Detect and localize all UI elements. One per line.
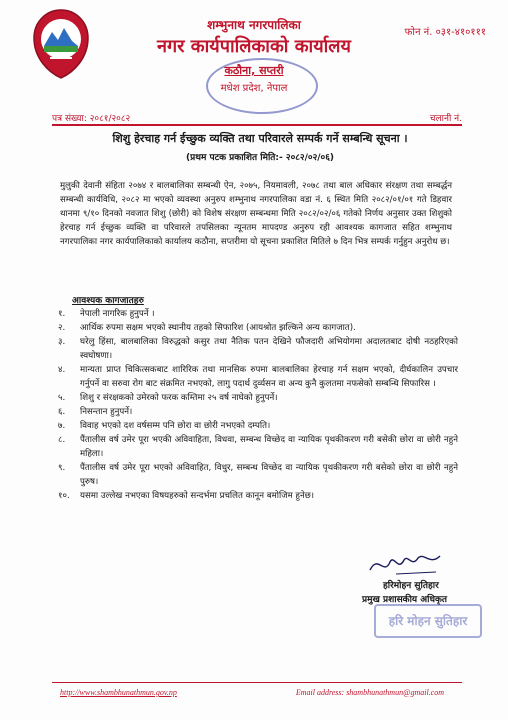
footer-divider [52, 682, 462, 683]
requirements-heading: आवश्यक कागजातहरु [72, 296, 144, 306]
phone-number: फोन नं. ०३१-४१०१११ [404, 27, 486, 38]
office-address: कठौना, सप्तरी [224, 64, 284, 77]
list-item: ९. पैंतालीस वर्ष उमेर पूरा भएको अविवाहित, विधुर, सम्बन्ध विच्छेद वा न्यायिक पृथकीकरण गरी बसेको छोरा वा छोरी नहुने पुरुष। [58, 463, 458, 487]
dispatch-number: चलानी नं. [429, 114, 462, 124]
header-divider [52, 124, 462, 126]
notice-body: मुलुकी देवानी संहिता २०७४ र बालबालिका सम्बन्धी ऐन, २०७५, नियमावली, २०७८ तथा बाल अधिकार संरक्षण तथा सम्बर्द्धन सम्बन्धी कार्यविधि, २०८२ मा भएको व्यवस्था अनुरुप शम्भुनाथ नगरपालिका वडा नं. ६ स्थित मिति २०८२/०१/०१ गते डिहवार थानमा ९/१० दिनको नवजात शिशु (छोरी) को विशेष संरक्षण सम्बन्धमा मिति २०८२/०२/०६ गतेको निर्णय अनुसार उक्त शिशुको हेरचाह गर्न ईच्छुक व्यक्ति वा परिवारले तपसिलका न्यूनतम मापदण्ड अनुरुप रही आवश्यक कागजात सहित शम्भुनाथ नगरपालिका नगर कार्यपालिकाको कार्यालय कठौना, सप्तरीमा यो सूचना प्रकाशित मितिले ७ दिन भित्र सम्पर्क गर्नुहुन अनुरोध छ। [60, 181, 452, 247]
signatory-name: हरिमोहन सुतिहार [383, 581, 439, 591]
list-item: ३. घरेलु हिंसा, बालबालिका विरुद्धको कसुर तथा नैतिक पतन देखिने फौजदारी अभियोगमा अदालतबाट दोषी नठहरिएको स्वघोषणा। [58, 337, 458, 361]
footer-email[interactable]: Email address: shambhunathmun@gmail.com [295, 688, 444, 697]
published-date: (प्रथम पटक प्रकाशित मिति:- २०८२/०२/०६) [185, 153, 335, 163]
list-item: १. नेपाली नागरिक हुनुपर्ने । [58, 309, 155, 319]
list-item: २. आर्थिक रुपमा सक्षम भएको स्थानीय तहको सिफारिश (आयश्रोत झल्किने अन्य कागजात). [58, 323, 356, 333]
list-item: ४. मान्यता प्राप्त चिकित्सकबाट शारिरिक तथा मानसिक रुपमा बालबालिका हेरचाह गर्न सक्षम भएको, दीर्घकालिन उपचार गर्नुपर्ने वा सरुवा रोग बाट संक्रमित नभएको, लागु पदार्थ दुर्व्यसन वा अन्य कुनै कुलतमा नफसेको सम्बन्धि सिफारिस । [58, 365, 458, 389]
list-item: १०. यसमा उल्लेख नभएका विषयहरुको सन्दर्भमा प्रचलित कानून बमोजिम हुनेछ। [58, 491, 315, 501]
office-title: नगर कार्यपालिकाको कार्यालय [157, 36, 351, 57]
list-item: ८. पैंतालीस वर्ष उमेर पूरा भएकी अविवाहिता, विधवा, सम्बन्ध विच्छेद वा न्यायिक पृथकीकरण गरी बसेकी छोरा वा छोरी नहुने महिला। [58, 435, 458, 459]
footer-website-link[interactable]: http://www.shambhunathmun.gov.np [60, 688, 177, 697]
list-item: ६. निसन्तान हुनुपर्ने। [58, 407, 133, 417]
list-item: ५. शिशु र संरक्षकको उमेरको फरक कम्तिमा २५ वर्ष नाघेको हुनुपर्ने। [58, 393, 278, 403]
list-item: ७. विवाह भएको दश वर्षसम्म पनि छोरा वा छोरी नभएको दम्पति। [58, 421, 271, 431]
signatory-stamp: हरि मोहन सुतिहार [374, 604, 482, 638]
reference-number: पत्र संख्या: २०८१/२०८२ [52, 114, 131, 124]
signature-icon [366, 550, 446, 578]
notice-subject: शिशु हेरचाह गर्न ईच्छुक व्यक्ति तथा परिवारले सम्पर्क गर्ने सम्बन्धि सूचना । [112, 132, 408, 145]
office-province: मधेश प्रदेश, नेपाल [220, 83, 288, 94]
signatory-title: प्रमुख प्रशासकीय अधिकृत [362, 595, 448, 605]
requirements-list [58, 307, 458, 503]
municipality-name: शम्भुनाथ नगरपालिका [207, 18, 301, 32]
